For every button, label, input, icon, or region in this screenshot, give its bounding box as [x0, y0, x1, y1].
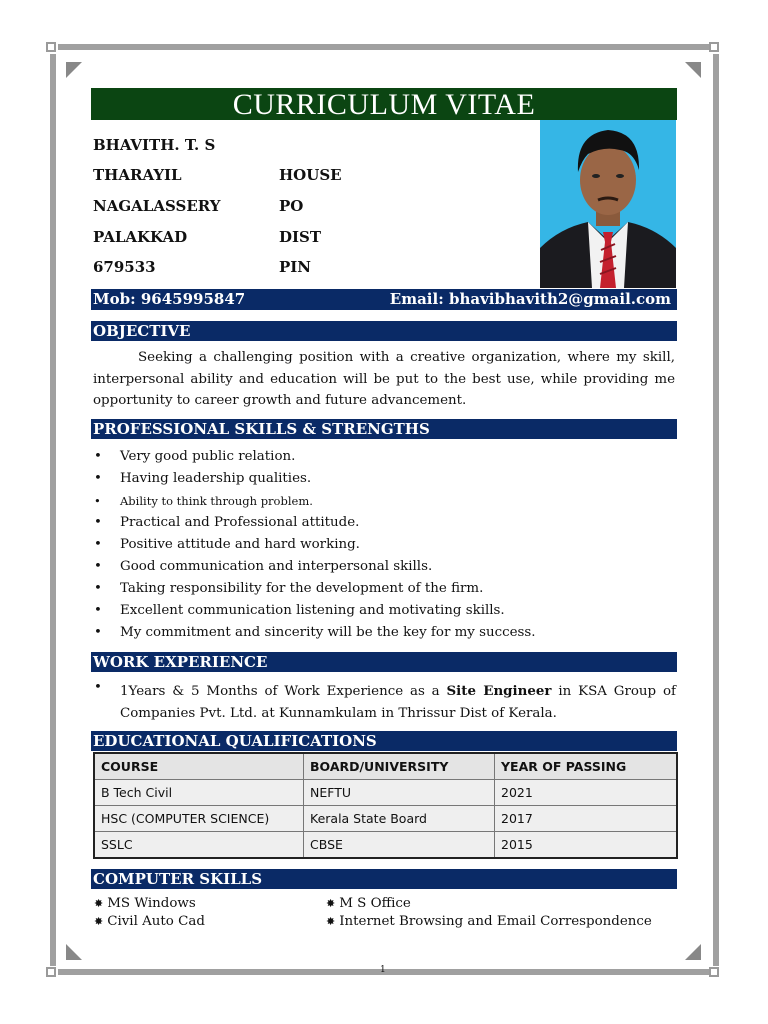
- job-title: Site Engineer: [446, 683, 552, 699]
- address-line-2-left: NAGALASSERY: [93, 197, 221, 215]
- candidate-name: BHAVITH. T. S: [93, 136, 216, 154]
- list-item: • Good communication and interpersonal skills.: [94, 559, 433, 574]
- objective-line-2: interpersonal ability and education will be put to the best use, while providing me: [93, 371, 675, 387]
- list-item: • Practical and Professional attitude.: [94, 515, 360, 530]
- computer-skill-item: ✸ M S Office: [326, 896, 411, 911]
- table-cell: 2021: [495, 780, 678, 806]
- table-cell: HSC (COMPUTER SCIENCE): [94, 806, 304, 832]
- education-heading: EDUCATIONAL QUALIFICATIONS: [91, 731, 677, 751]
- skills-list: [93, 446, 673, 644]
- computer-skill-item: ✸ Internet Browsing and Email Correspondence: [326, 914, 652, 929]
- email-address: Email: bhavibhavith2@gmail.com: [389, 290, 671, 308]
- star-bullet-icon: ✸: [326, 915, 336, 928]
- profile-photo: [540, 120, 676, 288]
- star-bullet-icon: ✸: [94, 915, 104, 928]
- address-line-2-right: PO: [279, 197, 304, 215]
- mobile-number: Mob: 9645995847: [93, 290, 246, 308]
- list-item: • Having leadership qualities.: [94, 471, 312, 486]
- star-bullet-icon: ✸: [326, 897, 336, 910]
- address-line-3-right: DIST: [279, 228, 322, 246]
- work-heading: WORK EXPERIENCE: [91, 652, 677, 672]
- table-header-row: [94, 753, 677, 780]
- computer-skill-item: ✸ MS Windows: [94, 896, 196, 911]
- list-item: • Very good public relation.: [94, 449, 296, 464]
- column-header: YEAR OF PASSING: [495, 753, 678, 780]
- table-row: [94, 806, 677, 832]
- work-bullet: •: [94, 680, 102, 695]
- contact-bar: [91, 289, 677, 310]
- education-table: [93, 752, 678, 859]
- list-item: • Positive attitude and hard working.: [94, 537, 360, 552]
- table-cell: SSLC: [94, 832, 304, 859]
- table-cell: Kerala State Board: [304, 806, 495, 832]
- table-row: [94, 832, 677, 859]
- table-cell: NEFTU: [304, 780, 495, 806]
- table-cell: CBSE: [304, 832, 495, 859]
- address-line-4-left: 679533: [93, 258, 156, 276]
- skills-heading: PROFESSIONAL SKILLS & STRENGTHS: [91, 419, 677, 439]
- objective-line-3: opportunity to career growth and future advancement.: [93, 393, 467, 408]
- objective-text: [93, 347, 675, 412]
- work-text: 1Years & 5 Months of Work Experience as a Site Engineer in KSA Group of Companies Pvt. Ltd. at Kunnamkulam in Thrissur Dist of Kerala.: [120, 680, 676, 725]
- column-header: COURSE: [94, 753, 304, 780]
- list-item: • My commitment and sincerity will be the key for my success.: [94, 625, 536, 640]
- star-bullet-icon: ✸: [94, 897, 104, 910]
- column-header: BOARD/UNIVERSITY: [304, 753, 495, 780]
- page-number: 1: [380, 965, 386, 975]
- list-item: • Taking responsibility for the development of the firm.: [94, 581, 484, 596]
- computer-skills-heading: COMPUTER SKILLS: [91, 869, 677, 889]
- list-item: • Ability to think through problem.: [94, 494, 313, 508]
- table-cell: B Tech Civil: [94, 780, 304, 806]
- work-line-2: Companies Pvt. Ltd. at Kunnamkulam in Thrissur Dist of Kerala.: [120, 706, 557, 721]
- objective-heading: OBJECTIVE: [91, 321, 677, 341]
- address-line-1-left: THARAYIL: [93, 166, 182, 184]
- list-item: • Excellent communication listening and motivating skills.: [94, 603, 505, 618]
- address-line-4-right: PIN: [279, 258, 312, 276]
- computer-skill-item: ✸ Civil Auto Cad: [94, 914, 205, 929]
- table-cell: 2015: [495, 832, 678, 859]
- page-title: CURRICULUM VITAE: [91, 88, 677, 120]
- objective-line-1: Seeking a challenging position with a creative organization, where my skill,: [138, 350, 675, 365]
- address-line-3-left: PALAKKAD: [93, 228, 188, 246]
- table-row: [94, 780, 677, 806]
- address-line-1-right: HOUSE: [279, 166, 342, 184]
- table-cell: 2017: [495, 806, 678, 832]
